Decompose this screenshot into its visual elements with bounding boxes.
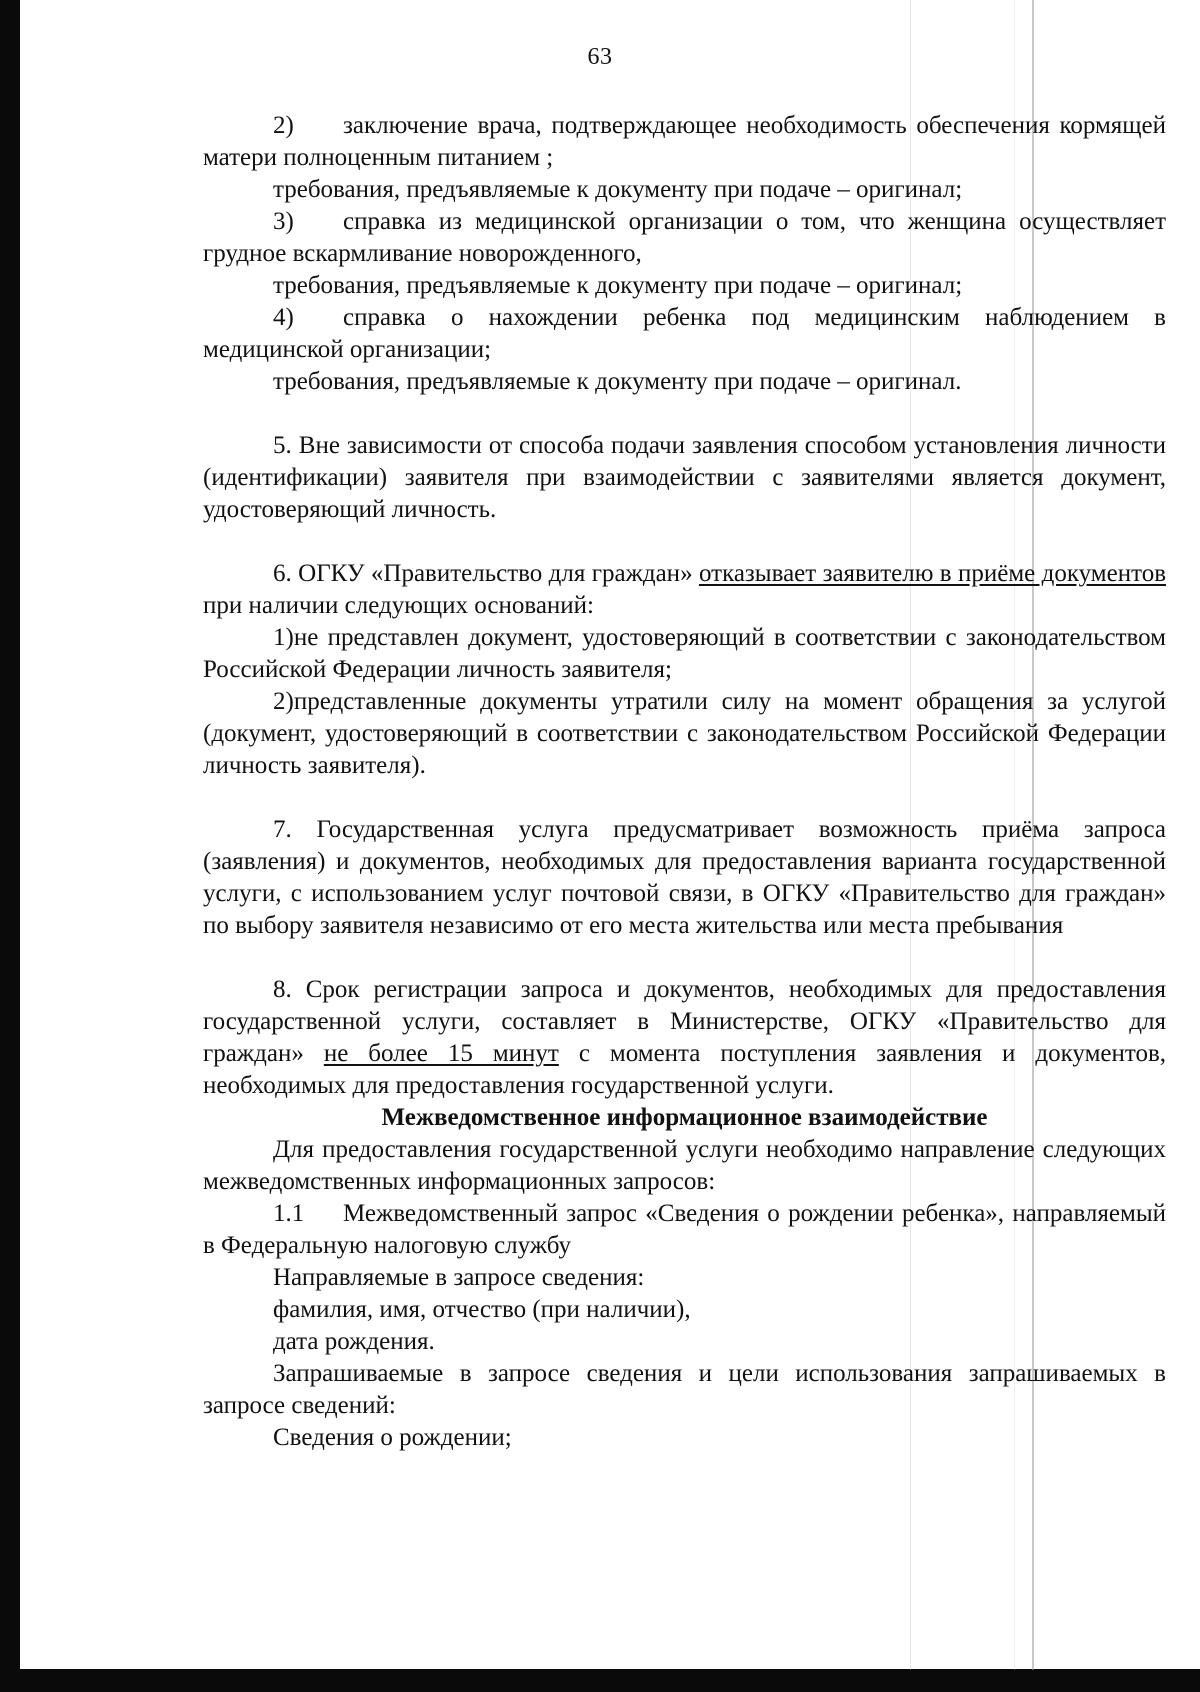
paragraph-6-lead: 6. ОГКУ «Правительство для граждан»: [273, 560, 693, 587]
list-item: [203, 1198, 1166, 1262]
scan-bottom-border: [20, 1669, 1200, 1692]
item-text: справка о нахождении ребенка под медицинским наблюдением в медицинской организации;: [203, 304, 1166, 363]
list-item: [203, 302, 1166, 366]
paragraph-8-lead: 8. Срок регистрации запроса и документов, необходимых для предоставления государственной услуги, составляет в Министерстве, ОГКУ «Правительство для граждан»: [203, 976, 1166, 1067]
paragraph-8-rest: с момента поступления заявления и документов, необходимых для предоставления государственной услуги.: [203, 1040, 1167, 1099]
paragraph-8-underlined: не более 15 минут: [323, 1040, 559, 1067]
item-text: справка из медицинской организации о том, что женщина осуществляет грудное вскармливание новорожденного,: [203, 208, 1166, 267]
paragraph-7: 7. Государственная услуга предусматривает возможность приёма запроса (заявления) и документов, необходимых для предоставления варианта государственной услуги, с использованием услуг почтовой связи, в ОГКУ «Правительство для граждан» по выбору заявителя независимо от его места жительства или места пребывания: [203, 816, 1166, 939]
sent-data-label: Направляемые в запросе сведения:: [273, 1264, 645, 1291]
item-text: заключение врача, подтверждающее необходимость обеспечения кормящей матери полноценным питанием ;: [203, 112, 1166, 171]
requested-data-label: Запрашиваемые в запросе сведения и цели использования запрашиваемых в запросе сведений:: [203, 1360, 1166, 1419]
sent-data-item: дата рождения.: [273, 1328, 435, 1355]
sent-data-item: фамилия, имя, отчество (при наличии),: [273, 1296, 691, 1323]
paragraph-6: [203, 558, 1166, 622]
scan-left-border: [0, 0, 20, 1692]
refusal-reason-1: 1)не представлен документ, удостоверяющий в соответствии с законодательством Российской Федерации личность заявителя;: [203, 624, 1166, 683]
paragraph-6-rest: при наличии следующих оснований:: [203, 592, 595, 619]
requirement-line: требования, предъявляемые к документу при подаче – оригинал.: [273, 368, 962, 395]
item-number: 1.1: [273, 1200, 305, 1227]
item-number: 3): [273, 208, 294, 235]
document-body: [203, 110, 1166, 1454]
paragraph-6-underlined: отказывает заявителю в приёме документов: [698, 560, 1167, 587]
requirement-line: требования, предъявляемые к документу при подаче – оригинал;: [273, 272, 963, 299]
paragraph-5: 5. Вне зависимости от способа подачи заявления способом установления личности (идентификации) заявителя при взаимодействии с заявителями является документ, удостоверяющий личность.: [203, 432, 1166, 523]
requested-data-item: Сведения о рождении;: [273, 1424, 512, 1451]
item-number: 4): [273, 304, 294, 331]
item-number: 2): [273, 112, 294, 139]
requirement-line: требования, предъявляемые к документу при подаче – оригинал;: [273, 176, 963, 203]
item-text: Межведомственный запрос «Сведения о рождении ребенка», направляемый в Федеральную налоговую службу: [203, 1200, 1166, 1259]
list-item: [203, 206, 1166, 270]
section-heading: Межведомственное информационное взаимодействие: [381, 1104, 988, 1131]
list-item: [203, 110, 1166, 174]
paragraph-8: [203, 974, 1166, 1102]
page-number: 63: [587, 44, 613, 70]
interagency-intro: Для предоставления государственной услуги необходимо направление следующих межведомственных информационных запросов:: [203, 1136, 1166, 1195]
refusal-reason-2: 2)представленные документы утратили силу на момент обращения за услугой (документ, удостоверяющий в соответствии с законодательством Российской Федерации личность заявителя).: [203, 688, 1166, 779]
